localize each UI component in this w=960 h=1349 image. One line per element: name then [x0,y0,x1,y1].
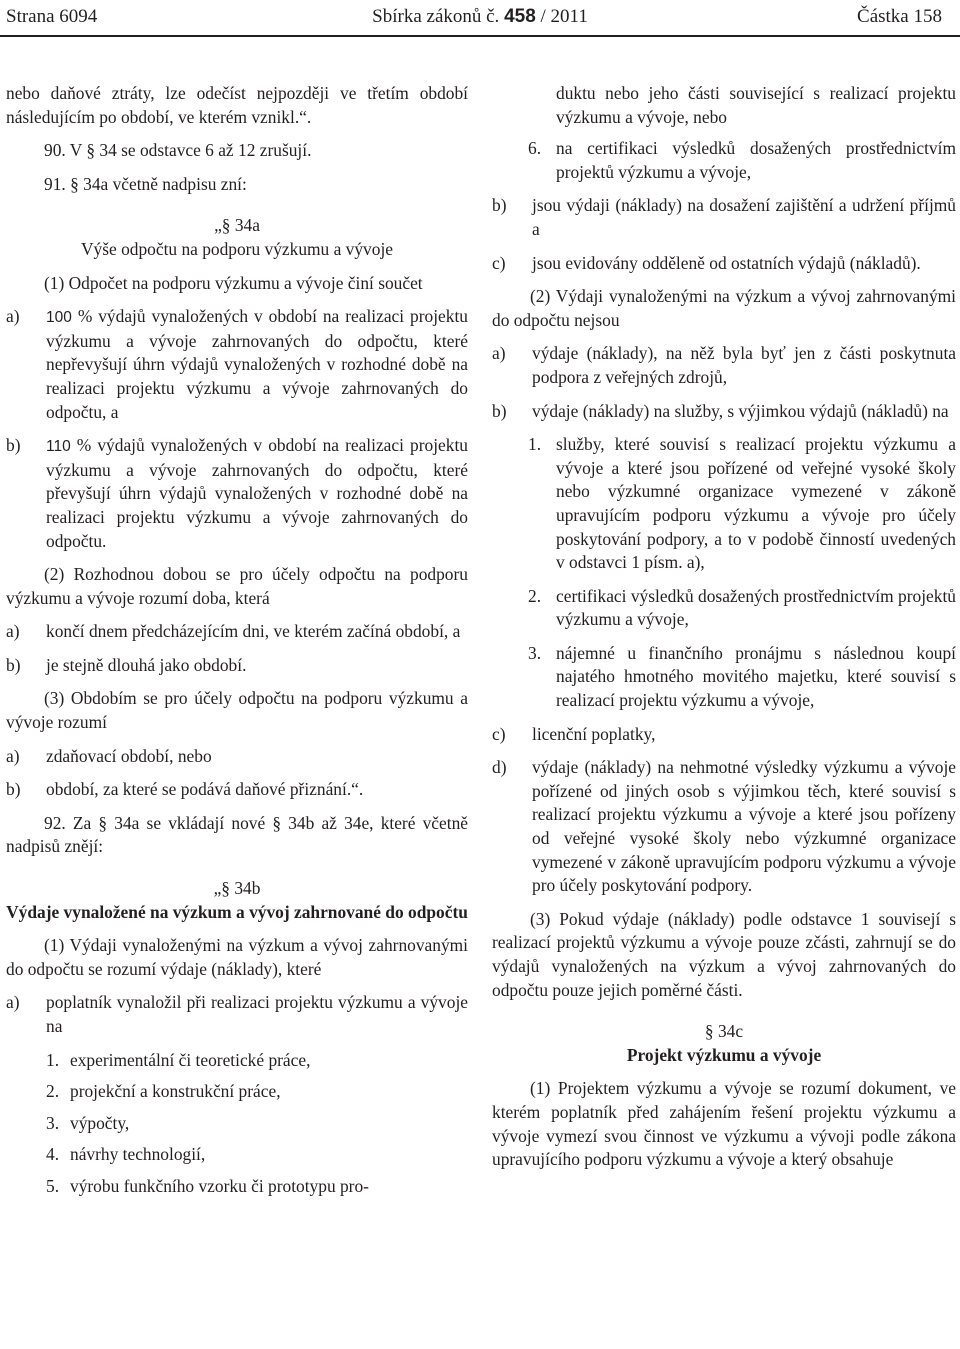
point-90: 90. V § 34 se odstavce 6 až 12 zrušují. [44,140,312,161]
page-header [0,0,960,38]
item-label: a) [6,992,20,1013]
item-label: b) [492,400,507,421]
item-text: je stejně dlouhá jako období. [46,654,247,675]
item-label: 5. [46,1175,60,1196]
item-text: výpočty, [70,1112,130,1133]
collection-year: / 2011 [540,6,588,27]
paragraph-34b-2-d [492,756,956,898]
item-text: jsou evidovány odděleně od ostatních výdajů (nákladů). [532,252,921,273]
item-label: 3. [528,642,542,663]
paragraph-34b-1-c [492,252,956,276]
item-text: na certifikaci výsledků dosažených prostřednictvím projektů výzkumu a vývoje, [556,138,956,182]
header-rule [0,35,960,37]
section-34c-title: Projekt výzkumu a vývoje [626,1044,822,1065]
paragraph-34c-1: (1) Projektem výzkumu a vývoje se rozumí dokument, ve kterém poplatník před zahájením řešení projektu výzkumu a vývoje vymezí svou činnost ve výzkumu a vývoji podle zákona upravujícího podporu výzkumu a vývoje a který obsahuje [492,1078,956,1170]
item-label: b) [6,435,21,456]
item-text: končí dnem předcházejícím dni, ve kterém začíná období, a [46,621,461,642]
page-number: Strana 6094 [6,6,98,27]
item-text: poplatník vynaložil při realizaci projektu výzkumu a vývoje na [46,992,468,1036]
item-text: výdaje (náklady) na nehmotné výsledky výzkumu a vývoje pořízené od jiných osob s výjimkou těch, které souvisí s realizací projektu výzkumu a vývoje a které jsou pořízeny od veřejné vysoké školy nebo výzkumné organizace vymezené v zákoně upravujícím podporu výzkumu a vývoje pro účely poskytování podpory. [532,757,956,896]
item-label: 2. [46,1081,60,1102]
item-text: projekční a konstrukční práce, [70,1081,281,1102]
item-text: duktu nebo jeho části související s realizací projektu výzkumu a vývoje, nebo [556,83,956,127]
item-label: c) [492,252,506,273]
paragraph-34a-2-a [6,620,468,644]
item-label: a) [6,306,20,327]
item-text: % výdajů vynaložených v období na realizaci projektu výzkumu a vývoje zahrnovaných do odpočtu, které převyšují úhrn výdajů vynaložených v rozhodné době na realizaci projektu výzkumu a vývoje zahrnovaných do odpočtu. [46,435,468,551]
section-34b-title: Výdaje vynaložené na výzkum a vývoj zahrnované do odpočtu [6,901,468,922]
issue-number: Částka 158 [857,6,942,27]
item-text: % výdajů vynaložených v období na realizaci projektu výzkumu a vývoje zahrnovaných do odpočtu, které nepřevyšují úhrn výdajů vynaložených v rozhodné době na realizaci projektu výzkumu a vývoje zahrnovaných do odpočtu, a [46,306,468,422]
paragraph-34a-3-a [6,745,468,769]
paragraph-34a-1-a [6,305,468,424]
item-text: návrhy technologií, [70,1144,206,1165]
item-label: c) [492,723,506,744]
collection-prefix: Sbírka zákonů č. [372,6,500,27]
paragraph-34a-2: (2) Rozhodnou dobou se pro účely odpočtu na podporu výzkumu a vývoje rozumí doba, která [6,564,468,608]
item-label: b) [492,195,507,216]
section-34b-number: „§ 34b [213,878,261,899]
paragraph-34b-2-b [492,400,956,424]
list-item-continuation [492,82,956,129]
paragraph-34a-1-b [6,434,468,553]
paragraph-34b-1-b [492,194,956,241]
item-label: b) [6,654,21,675]
list-item [492,642,956,713]
list-item [6,1080,468,1104]
collection-reference [0,6,960,28]
paragraph-34a-1: (1) Odpočet na podporu výzkumu a vývoje činí součet [44,272,423,293]
paragraph-34b-1: (1) Výdaji vynaloženými na výzkum a vývoj zahrnovanými do odpočtu se rozumí výdaje (náklady), které [6,935,468,979]
left-column [6,82,468,1207]
percentage-value: 100 [46,309,72,327]
item-text: experimentální či teoretické práce, [70,1049,311,1070]
item-text: výdaje (náklady), na něž byla byť jen z části poskytnuta podpora z veřejných zdrojů, [532,343,956,387]
paragraph-34b-3: (3) Pokud výdaje (náklady) podle odstavce 1 souvisejí s realizací projektů výzkumu a vývoje pouze zčásti, zahrnují se do výdajů vynaložených na výzkum a vývoj zahrnovaných do odpočtu pouze jejich poměrné části. [492,908,956,1000]
item-text: jsou výdaji (náklady) na dosažení zajištění a udržení příjmů a [532,195,956,239]
item-label: 6. [528,138,542,159]
list-item [6,1112,468,1136]
paragraph-34b-1-a [6,991,468,1038]
item-text: výrobu funkčního vzorku či prototypu pro- [70,1175,369,1196]
list-item [6,1049,468,1073]
item-text: nájemné u finančního pronájmu s následnou koupí najatého hmotného movitého majetku, které souvisí s realizací projektu výzkumu a vývoje, [556,642,956,711]
paragraph-34a-3-b [6,778,468,802]
paragraph-34a-2-b [6,654,468,678]
item-text: výdaje (náklady) na služby, s výjimkou výdajů (nákladů) na [532,400,949,421]
list-item [6,1143,468,1167]
list-item [6,1175,468,1199]
item-label: 1. [46,1049,60,1070]
paragraph-34b-2-a [492,342,956,389]
point-92: 92. Za § 34a se vkládají nové § 34b až 34e, které včetně nadpisů znějí: [6,812,468,857]
section-34a-number: „§ 34a [214,215,260,236]
section-34a-title: Výše odpočtu na podporu výzkumu a vývoje [80,238,393,259]
paragraph-34b-2: (2) Výdaji vynaloženými na výzkum a vývoj zahrnovanými do odpočtu nejsou [492,286,956,330]
item-label: a) [492,343,506,364]
list-item [492,433,956,575]
list-item [492,585,956,632]
item-label: 1. [528,434,542,455]
intro-paragraph: nebo daňové ztráty, lze odečíst nejpozději ve třetím období následujícím po období, ve kterém vznikl.“. [6,83,468,127]
item-label: d) [492,757,507,778]
right-column [492,82,956,1182]
item-label: a) [6,621,20,642]
item-label: 3. [46,1112,60,1133]
item-text: služby, které souvisí s realizací projektu výzkumu a vývoje a které jsou pořízené od veřejné vysoké školy nebo výzkumné organizace vymezené v zákoně upravujícím podporu výzkumu a vývoje pro účely poskytování podpory, a to v podobě činností uvedených v odstavci 1 písm. a), [556,434,956,573]
item-label: b) [6,779,21,800]
item-text: zdaňovací období, nebo [46,745,212,766]
percentage-value: 110 [46,438,71,456]
item-text: certifikaci výsledků dosažených prostřednictvím projektů výzkumu a vývoje, [556,585,956,630]
paragraph-34b-2-c [492,723,956,747]
point-91: 91. § 34a včetně nadpisu zní: [44,173,247,194]
item-text: období, za které se podává daňové přiznání.“. [46,779,364,800]
item-text: licenční poplatky, [532,723,656,744]
section-34c-number: § 34c [704,1021,744,1042]
item-label: a) [6,745,20,766]
item-label: 4. [46,1144,60,1165]
list-item [492,137,956,184]
law-number: 458 [504,6,536,27]
paragraph-34a-3: (3) Obdobím se pro účely odpočtu na podporu výzkumu a vývoje rozumí [6,688,468,733]
item-label: 2. [528,585,542,606]
